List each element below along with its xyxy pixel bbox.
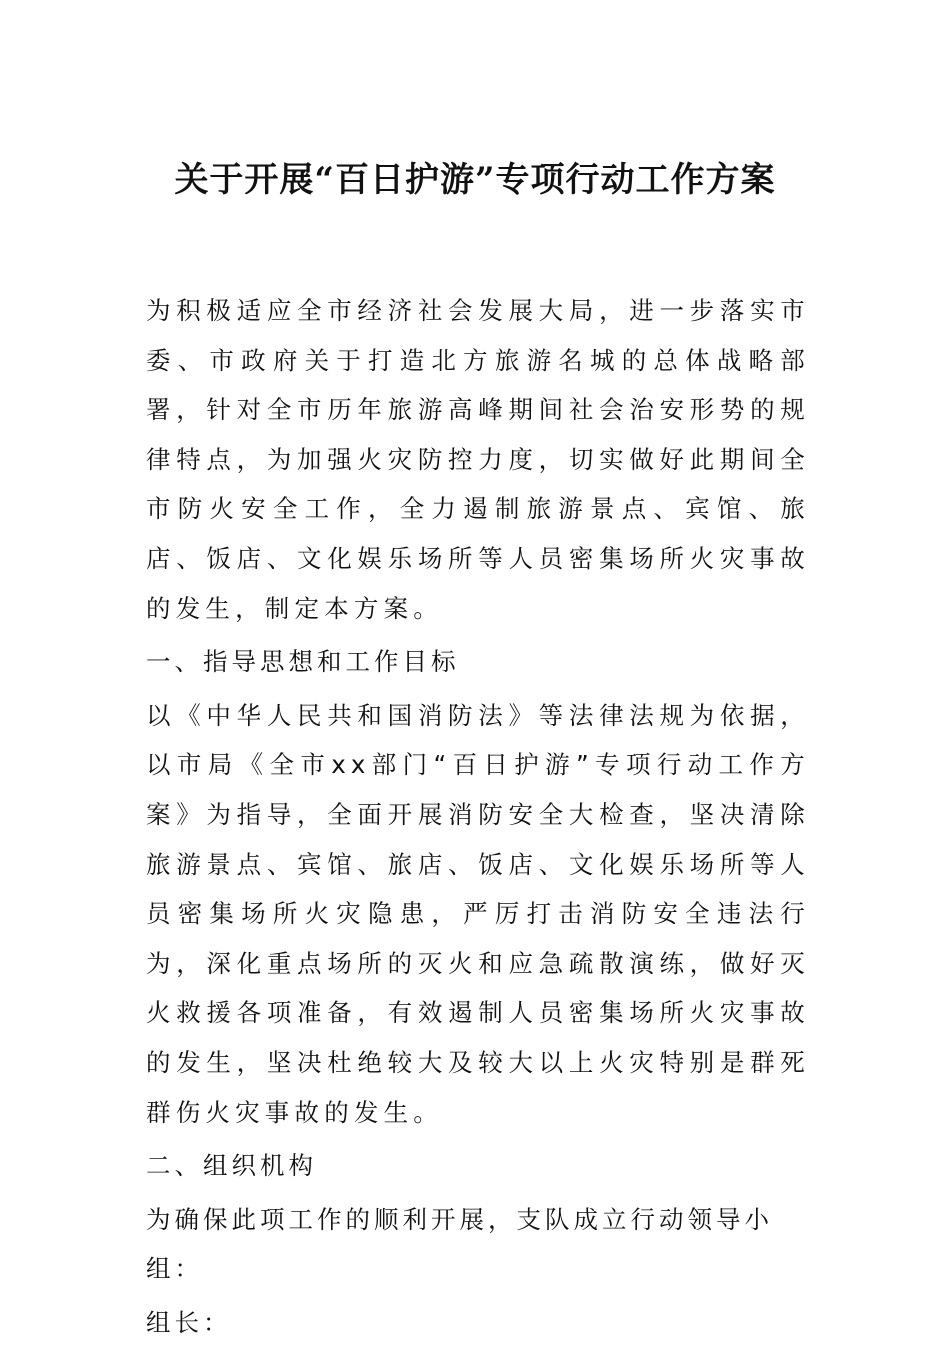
section-1-paragraph: 以《中华人民共和国消防法》等法律法规为依据，以市局《全市xx部门“百日护游”专项行动工作方案》为指导，全面开展消防安全大检查，坚决清除旅游景点、宾馆、旅店、饭店、文化娱乐场所等人员密集场所火灾隐患，严厉打击消防安全违法行为，深化重点场所的灭火和应急疏散演练，做好灭火救援各项准备，有效遏制人员密集场所火灾事故的发生，坚决杜绝较大及较大以上火灾特别是群死群伤火灾事故的发生。 [146,700,810,1127]
group-leader-line: 组长： [146,1307,232,1337]
document-body [146,286,810,1347]
section-2-paragraph: 为确保此项工作的顺利开展，支队成立行动领导小组： [146,1204,773,1284]
intro-paragraph: 为积极适应全市经济社会发展大局，进一步落实市委、市政府关于打造北方旅游名城的总体战略部署，针对全市历年旅游高峰期间社会治安形势的规律特点，为加强火灾防控力度，切实做好此期间全市防火安全工作，全力遏制旅游景点、宾馆、旅店、饭店、文化娱乐场所等人员密集场所火灾事故的发生，制定本方案。 [146,296,810,623]
document-title: 关于开展“百日护游”专项行动工作方案 [174,160,776,200]
section-heading-1: 一、指导思想和工作目标 [146,647,460,677]
section-heading-2: 二、组织机构 [146,1151,317,1181]
